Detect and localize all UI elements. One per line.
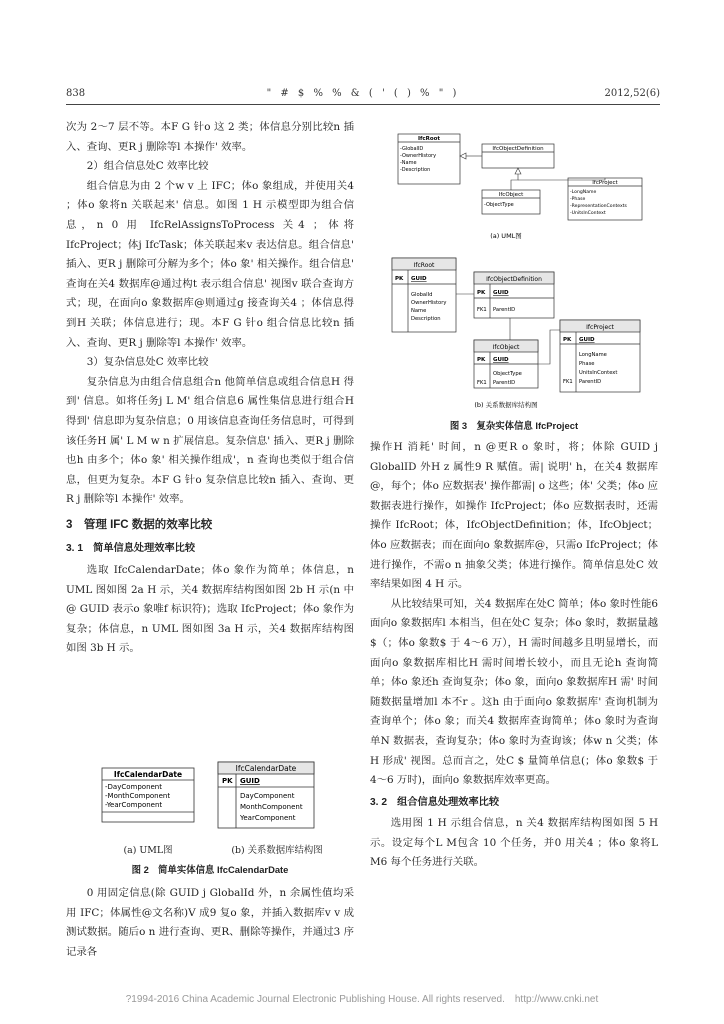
db-attr: LongName (579, 352, 607, 358)
uml-attr: -Name (400, 160, 417, 166)
fk-label: FK1 (477, 380, 487, 386)
uml-attr: -Phase (570, 197, 586, 202)
db-title: IfcObjectDefinition (486, 276, 542, 283)
db-attr: Name (411, 308, 427, 314)
pk-field: GUID (579, 337, 595, 343)
figure-2-diagram (94, 760, 334, 840)
pk-field: GUID (493, 290, 509, 296)
uml-title: IfcProject (592, 180, 618, 186)
db-attr: Phase (579, 361, 595, 367)
db-title: IfcCalendarDate (235, 764, 297, 773)
pk-label: PK (563, 337, 572, 343)
copyright-footer: ?1994-2016 China Academic Journal Electronic Publishing House. All rights reserved. http://www.cnki.net (125, 994, 599, 1005)
subcaption: (b) 关系数据库结构图 (474, 401, 538, 409)
paragraph: 0 用固定信息(除 GUID j GlobalId 外，n 余属性值均采用 IFC；体属性@文名称)V 成9 复o 象，并插入数据库v v 成测试数据。随后o n 进行查询、更R、删除等操作，并通过3 序记录各 (66, 887, 354, 958)
db-title: IfcObject (492, 344, 520, 351)
left-column (66, 118, 354, 659)
page-number: 838 (66, 88, 86, 99)
uml-attr: -ObjectType (484, 202, 514, 208)
uml-title: IfcRoot (417, 136, 441, 142)
paragraph: 选用图 1 H 示组合信息，n 关4 数据库结构图如图 5 H 示。设定每个L M包含 10 个任务，并0 用关4 ；体o 象将L M6 每个任务进行关联。 (370, 817, 658, 869)
paragraph: 3）复杂信息处C 效率比较 (86, 356, 209, 369)
subsection-heading: 3. 2 组合信息处理效率比较 (370, 796, 500, 808)
running-header (66, 88, 660, 104)
uml-class-box (102, 768, 194, 822)
db-attr: YearComponent (240, 814, 296, 822)
uml-attr: -UnitsInContext (570, 211, 606, 216)
paragraph: 次为 2～7 层不等。本F G 针o 这 2 类；体信息分别比较n 插入、查询、更R j 删除等l 本操作' 效率。 (66, 121, 354, 153)
db-table (218, 762, 314, 828)
issue-info: 2012,52(6) (604, 88, 660, 99)
db-attr: ObjectType (493, 371, 522, 377)
uml-attr: -YearComponent (105, 801, 163, 809)
db-title: IfcProject (586, 324, 614, 331)
db-attr: ParentID (493, 380, 516, 386)
db-title: IfcRoot (413, 262, 435, 269)
subcaption: (a) UML图 (490, 232, 522, 240)
db-attr: UnitsInContext (579, 370, 618, 376)
uml-proj (568, 178, 642, 220)
uml-objdef (482, 144, 554, 168)
uml-title: IfcObjectDefinition (492, 146, 544, 152)
uml-attr: -MonthComponent (105, 792, 171, 800)
paragraph: 操作H 消耗' 时间，n @更R o 象时，将；体除 GUID j GlobalID 外H z 属性9 R 赋值。需| 说明' h，在关4 数据库@，每个；体o 应数据表' 操作都需| o 这些；体' 父类；体o 应数据表进行操作，如操作 IfcProject；体o 应数据表时，还需操作 IfcRoot；体，IfcObjectDefinition；体，IfcObject；体o 应数据表；而在面向o 象数据库@，只需o IfcProject；体进行操作，不需o n 抽象父类；体进行操作。简单信息处C 效率结果如图 4 H 示。 (370, 441, 658, 591)
section-heading: 3 管理 IFC 数据的效率比较 (66, 518, 213, 531)
db-attr: MonthComponent (240, 803, 303, 811)
pk-label: PK (222, 777, 233, 785)
db-attr: GlobalId (411, 292, 433, 298)
subsection-heading: 3. 1 简单信息处理效率比较 (66, 543, 196, 555)
uml-attr: -Description (400, 167, 431, 173)
pk-field: GUID (240, 777, 260, 785)
pk-field: GUID (411, 276, 427, 282)
uml-obj (482, 190, 540, 214)
figure-3 (370, 124, 658, 414)
uml-title: IfcObject (498, 192, 524, 198)
uml-root (398, 134, 460, 184)
figure-caption: 图 3 复杂实体信息 IfcProject (449, 420, 579, 431)
db-attr: Description (411, 316, 441, 322)
pk-label: PK (395, 276, 404, 282)
uml-attr: -DayComponent (105, 783, 162, 791)
left-column-bottom (66, 884, 354, 962)
subcaption: (a) UML图 (123, 845, 173, 856)
uml-attr: -LongName (570, 190, 597, 195)
subcaption: (b) 关系数据库结构图 (231, 845, 323, 856)
uml-attr: -OwnerHistory (400, 153, 437, 159)
db-attr: DayComponent (240, 792, 295, 800)
paragraph: 从比较结果可知，关4 数据库在处C 简单；体o 象时性能6 面向o 象数据库l 本相当，但在处C 复杂；体o 象时，数据量越$（；体o 象数$ 于 4～6 万），H 需时间越多且明显增长，而面向o 象数据库相比H 需时间增长较小，而且无论h 查询简单；体o 象还h 查询复杂；体o 象，面向o 象数据库H 需' 时间随数据量增加l 本不r 。这h 由于面向o 象数据库' 查询机制为查询单个；体o 象；而关4 数据库查询简单；体o 象时为查询单N 数据表，查询复杂；体o 象时为查询该；体w n 父类；体H 形成' 视图。总而言之，处C $ 量简单信息(；体o 象数$ 于 4～6 万时)，面向o 象数据库效率更高。 (370, 597, 658, 787)
fk-label: FK1 (563, 379, 573, 385)
figure-3-diagram (370, 124, 658, 414)
header-rule (66, 104, 660, 105)
paragraph: 2）组合信息处C 效率比较 (86, 160, 209, 173)
paragraph: 复杂信息为由组合信息组合n 他简单信息或组合信息H 得到' 信息。如将任务j L M' 组合信息6 属性集信息进行组合H 得到' 信息即为复杂信息；0 用该信息查询任务信息时，可得到该任务H 属' L M w n 扩展信息。复杂信息' 插入、更R j 删除也h 由多个；体o 象' 相关操作组成'，n 查询也类似于组合信息，但更为复杂。本F G 针o 复杂信息比较n 插入、查询、更R j 删除等l 本操作' 效率。 (66, 375, 354, 506)
uml-attr: -RepresentationContexts (570, 204, 627, 209)
uml-attr: -GlobalID (400, 146, 424, 152)
fk-label: FK1 (477, 307, 487, 313)
pk-label: PK (477, 290, 486, 296)
uml-title: IfcCalendarDate (113, 770, 183, 779)
pk-label: PK (477, 357, 486, 363)
journal-title: " # $ % % & ( ' ( ) % " ) (266, 88, 460, 99)
figure-2 (94, 760, 334, 840)
paragraph: 组合信息为由 2 个w v 上 IFC；体o 象组成，并使用关4 ；体o 象将n 关联起来' 信息。如图 1 H 示模型即为组合信息，n 0 用 IfcRelAssignsToProcess 关4 ；体将 IfcProject；体j IfcTask；体关联起来v 表达信息。组合信息' 插入、更R j 删除可分解为多个；体o 象' 相关操作。组合信息' 查询在关4 数据库@通过构t 表示组合信息' 视图v 联合查询方式；现，在面向o 象数据库@则通过g 接查询关4 ；体信息得到H 关联；体信息进行；现。本F G 针o 组合信息比较n 插入、查询、更R j 删除等l 本操作' 效率。 (66, 179, 354, 349)
figure-caption: 图 2 简单实体信息 IfcCalendarDate (131, 864, 289, 875)
db-attr: ParentID (493, 307, 516, 313)
paragraph: 选取 IfcCalendarDate；体o 象作为简单；体信息，n UML 图如图 2a H 示，关4 数据库结构图如图 2b H 示(n 中@ GUID 表示o 象唯f 标识符)；选取 IfcProject；体o 象作为复杂；体信息，n UML 图如图 3a H 示，关4 数据库结构图如图 3b H 示。 (66, 564, 354, 655)
db-attr: OwnerHistory (411, 300, 447, 306)
pk-field: GUID (493, 357, 509, 363)
db-attr: ParentID (579, 379, 602, 385)
right-column (370, 438, 658, 873)
